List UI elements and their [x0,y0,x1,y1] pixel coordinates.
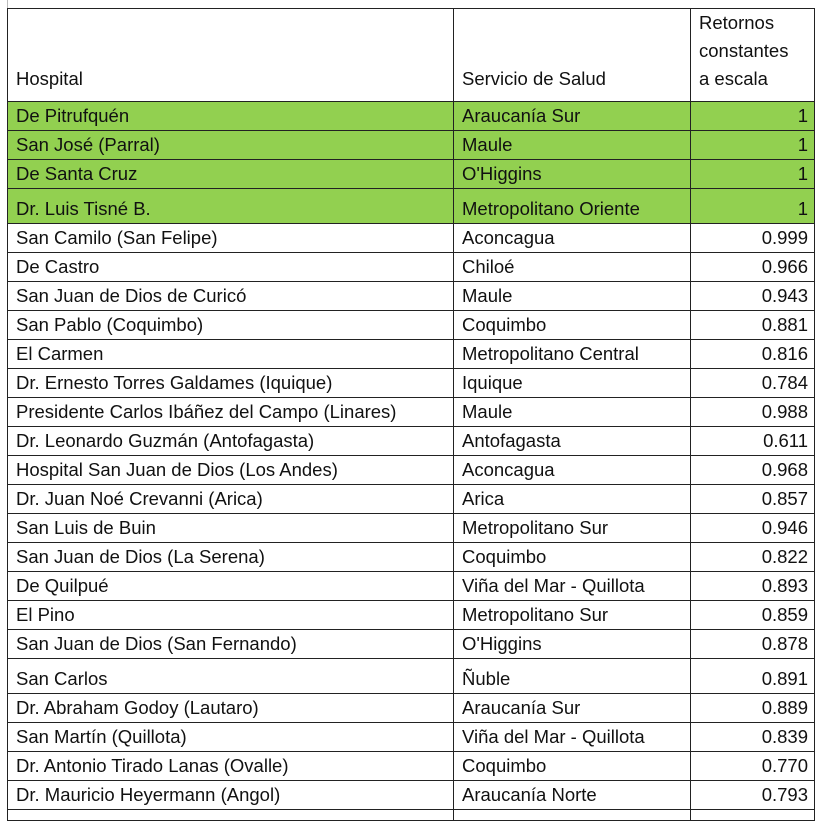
cell-retornos: 0.793 [691,781,815,810]
cell-servicio: Aconcagua [454,456,691,485]
cell-servicio: O'Higgins [454,160,691,189]
table-row [8,630,815,659]
cell-retornos: 0.988 [691,398,815,427]
cell-servicio: Maule [454,131,691,160]
cell-retornos: 0.859 [691,601,815,630]
cell-servicio: Coquimbo [454,752,691,781]
cell-hospital: El Pino [8,601,454,630]
table-row [8,311,815,340]
table-row [8,102,815,131]
table-row [8,572,815,601]
cell-servicio: O'Higgins [454,630,691,659]
cell-retornos: 0.943 [691,282,815,311]
cell-hospital: San Luis de Buin [8,514,454,543]
sheet-corner [0,0,8,8]
table-row [8,752,815,781]
cell-hospital: San Juan de Dios (San Fernando) [8,630,454,659]
table-row [8,485,815,514]
cell-servicio: Araucanía Sur [454,102,691,131]
cell-hospital: De Santa Cruz [8,160,454,189]
cell-retornos: 0.770 [691,752,815,781]
table-row [8,694,815,723]
cell-retornos: 1 [691,131,815,160]
header-retornos-line3: a escala [699,68,768,89]
header-retornos-line1: Retornos [699,12,775,33]
cell-retornos: 0.881 [691,311,815,340]
table-row [8,340,815,369]
cell-empty [8,810,454,821]
cell-hospital: El Carmen [8,340,454,369]
cell-hospital: Dr. Leonardo Guzmán (Antofagasta) [8,427,454,456]
table-row [8,781,815,810]
cell-servicio: Viña del Mar - Quillota [454,723,691,752]
cell-servicio: Metropolitano Sur [454,601,691,630]
table-body [8,102,815,821]
table-row [8,398,815,427]
cell-retornos: 1 [691,160,815,189]
cell-servicio: Ñuble [454,659,691,694]
cell-retornos: 0.889 [691,694,815,723]
cell-servicio: Coquimbo [454,311,691,340]
table-row [8,369,815,398]
cell-retornos: 0.878 [691,630,815,659]
cell-servicio: Aconcagua [454,224,691,253]
cell-hospital: San Camilo (San Felipe) [8,224,454,253]
table-row [8,543,815,572]
table-row [8,723,815,752]
header-row [8,9,815,102]
table-row [8,659,815,694]
cell-retornos: 0.839 [691,723,815,752]
cell-retornos: 0.968 [691,456,815,485]
cell-servicio: Maule [454,282,691,311]
cell-hospital: Presidente Carlos Ibáñez del Campo (Linares) [8,398,454,427]
cell-retornos: 0.857 [691,485,815,514]
cell-servicio: Coquimbo [454,543,691,572]
cell-hospital: San José (Parral) [8,131,454,160]
cell-retornos: 0.611 [691,427,815,456]
cell-servicio: Araucanía Norte [454,781,691,810]
cell-hospital: Dr. Luis Tisné B. [8,189,454,224]
cell-hospital: Hospital San Juan de Dios (Los Andes) [8,456,454,485]
table-container [7,8,815,821]
cell-retornos: 0.784 [691,369,815,398]
cell-hospital: San Carlos [8,659,454,694]
cell-hospital: Dr. Mauricio Heyermann (Angol) [8,781,454,810]
cell-servicio: Metropolitano Sur [454,514,691,543]
table-row [8,282,815,311]
cell-servicio: Metropolitano Oriente [454,189,691,224]
cell-empty [691,810,815,821]
table-row [8,253,815,282]
cell-empty [454,810,691,821]
table-row [8,601,815,630]
cell-hospital: Dr. Juan Noé Crevanni (Arica) [8,485,454,514]
cell-retornos: 0.946 [691,514,815,543]
cell-hospital: De Castro [8,253,454,282]
cell-servicio: Araucanía Sur [454,694,691,723]
table-row [8,160,815,189]
cell-retornos: 0.893 [691,572,815,601]
cell-hospital: San Juan de Dios (La Serena) [8,543,454,572]
table-row [8,427,815,456]
cell-retornos: 0.966 [691,253,815,282]
table-row [8,224,815,253]
cell-retornos: 0.822 [691,543,815,572]
header-retornos-line2: constantes [699,40,789,61]
header-retornos [691,9,815,102]
table-row [8,456,815,485]
cell-servicio: Iquique [454,369,691,398]
cell-servicio: Viña del Mar - Quillota [454,572,691,601]
header-servicio: Servicio de Salud [454,9,691,102]
table-row-partial [8,810,815,821]
table-row [8,131,815,160]
cell-hospital: San Martín (Quillota) [8,723,454,752]
cell-hospital: San Pablo (Coquimbo) [8,311,454,340]
cell-hospital: De Pitrufquén [8,102,454,131]
cell-servicio: Maule [454,398,691,427]
cell-hospital: San Juan de Dios de Curicó [8,282,454,311]
cell-retornos: 1 [691,102,815,131]
cell-hospital: Dr. Antonio Tirado Lanas (Ovalle) [8,752,454,781]
cell-retornos: 1 [691,189,815,224]
cell-servicio: Chiloé [454,253,691,282]
table-row [8,189,815,224]
hospital-table [7,8,815,821]
header-hospital: Hospital [8,9,454,102]
cell-servicio: Antofagasta [454,427,691,456]
cell-retornos: 0.999 [691,224,815,253]
cell-servicio: Arica [454,485,691,514]
cell-hospital: Dr. Ernesto Torres Galdames (Iquique) [8,369,454,398]
cell-retornos: 0.816 [691,340,815,369]
cell-hospital: Dr. Abraham Godoy (Lautaro) [8,694,454,723]
cell-servicio: Metropolitano Central [454,340,691,369]
table-row [8,514,815,543]
cell-retornos: 0.891 [691,659,815,694]
cell-hospital: De Quilpué [8,572,454,601]
